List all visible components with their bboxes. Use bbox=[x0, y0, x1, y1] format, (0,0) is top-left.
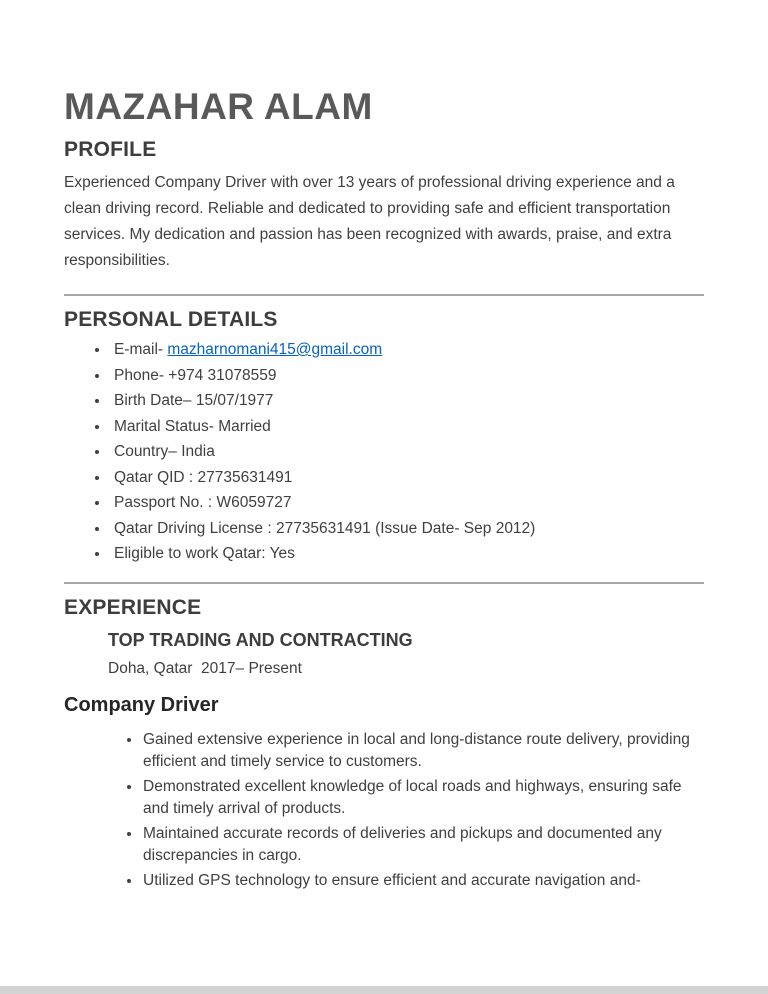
list-item-marital-status: • Marital Status- Married bbox=[110, 419, 704, 435]
list-item-passport: • Passport No. : W6059727 bbox=[110, 495, 704, 511]
profile-body: Experienced Company Driver with over 13 years of professional driving experience and a clean driving record. Reliable and dedicated to providing safe and efficient transportation services. My dedication and passion has been recognized with awards, praise, and extra responsibilities. bbox=[64, 174, 675, 269]
list-item-phone: • Phone- +974 31078559 bbox=[110, 368, 704, 384]
experience-section bbox=[64, 596, 704, 892]
page-bottom-edge bbox=[0, 986, 768, 994]
experience-company: TOP TRADING AND CONTRACTING bbox=[108, 630, 413, 650]
experience-heading: EXPERIENCE bbox=[64, 596, 202, 619]
experience-bullet: • Maintained accurate records of deliveries and pickups and documented any discrepancies in cargo. bbox=[142, 823, 704, 866]
profile-heading: PROFILE bbox=[64, 138, 157, 161]
experience-bullet: • Gained extensive experience in local and long-distance route delivery, providing efficient and timely service to customers. bbox=[142, 729, 704, 772]
experience-bullet: • Utilized GPS technology to ensure efficient and accurate navigation and- bbox=[142, 870, 704, 892]
list-item-email bbox=[110, 342, 704, 358]
experience-role: Company Driver bbox=[64, 694, 219, 716]
list-item-birth-date: • Birth Date– 15/07/1977 bbox=[110, 393, 704, 409]
experience-location-dates: Doha, Qatar 2017– Present bbox=[108, 660, 302, 677]
email-link[interactable]: mazharnomani415@gmail.com bbox=[167, 341, 383, 358]
experience-bullet-list bbox=[64, 729, 704, 892]
list-item-country: • Country– India bbox=[110, 444, 704, 460]
email-label: E-mail- bbox=[114, 341, 168, 358]
personal-details-section bbox=[64, 308, 704, 562]
personal-details-heading: PERSONAL DETAILS bbox=[64, 308, 278, 331]
list-item-eligible: • Eligible to work Qatar: Yes bbox=[110, 546, 704, 562]
list-item-driving-license: • Qatar Driving License : 27735631491 (Issue Date- Sep 2012) bbox=[110, 521, 704, 537]
profile-section bbox=[64, 138, 704, 274]
experience-bullet: • Demonstrated excellent knowledge of local roads and highways, ensuring safe and timely arrival of products. bbox=[142, 776, 704, 819]
list-item-qatar-qid: • Qatar QID : 27735631491 bbox=[110, 470, 704, 486]
page-title: MAZAHAR ALAM bbox=[64, 86, 373, 127]
section-divider bbox=[64, 582, 704, 584]
section-divider bbox=[64, 294, 704, 296]
personal-details-list bbox=[64, 342, 704, 562]
